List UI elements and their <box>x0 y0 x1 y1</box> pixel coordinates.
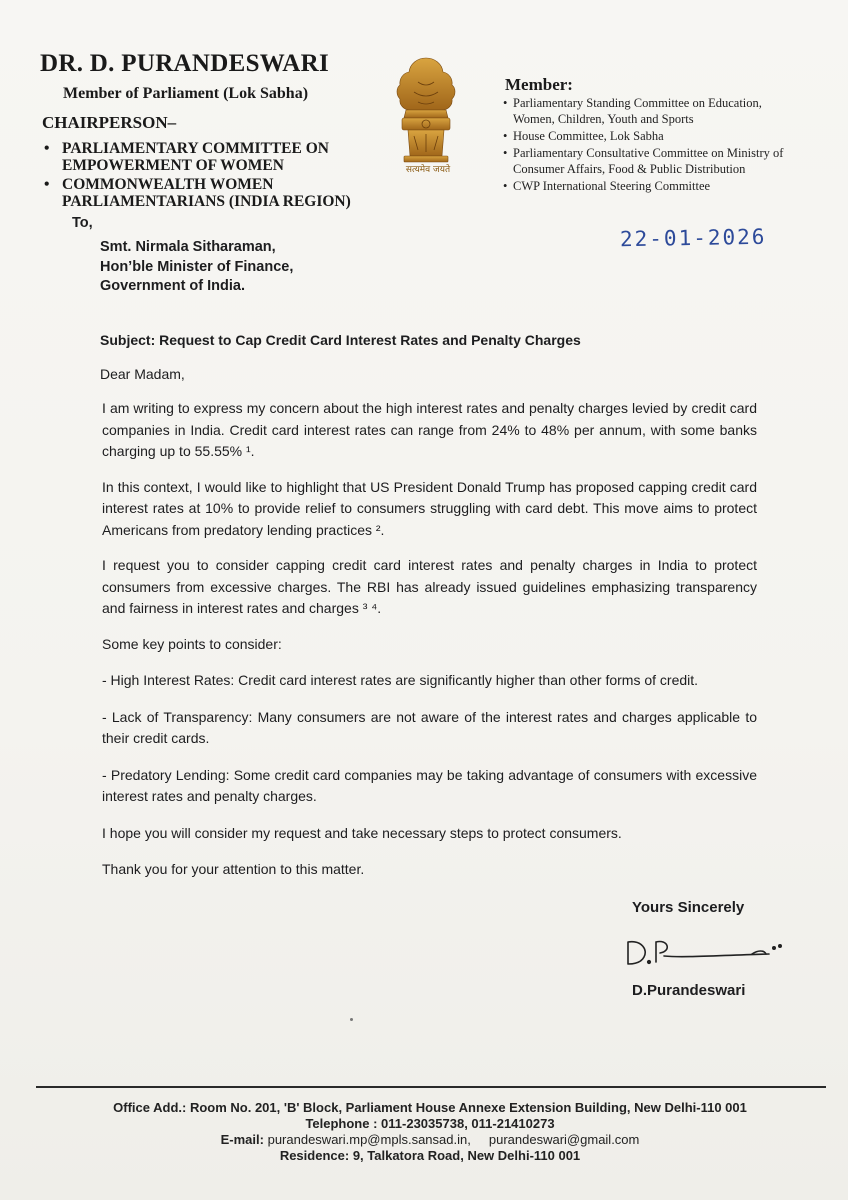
handwritten-date: 22-01-2026 <box>619 224 767 252</box>
email-official[interactable]: purandeswari.mp@mpls.sansad.in, <box>267 1132 471 1147</box>
key-point: - Predatory Lending: Some credit card companies may be taking advantage of consumers with excessive interest rates and penalty charges. <box>102 766 757 804</box>
key-point: - High Interest Rates: Credit card interest rates are significantly higher than other forms of credit. <box>102 672 699 688</box>
letterhead-name: DR. D. PURANDESWARI <box>40 50 330 77</box>
addressee-block <box>100 238 293 297</box>
addressee-line: Hon’ble Minister of Finance, <box>100 258 294 275</box>
addressee-line: Government of India. <box>100 278 246 294</box>
email-personal[interactable]: purandeswari@gmail.com <box>488 1132 640 1147</box>
addressee-line: Smt. Nirmala Sitharaman, <box>100 239 276 255</box>
telephone-label: Telephone : <box>305 1116 378 1131</box>
letter-body <box>102 398 757 895</box>
telephone-numbers: 011-23035738, 011-21410273 <box>381 1116 555 1131</box>
office-address: Room No. 201, 'B' Block, Parliament House Annexe Extension Building, New Delhi-110 001 <box>189 1100 747 1115</box>
signature-icon <box>622 932 792 972</box>
chairperson-label: CHAIRPERSON– <box>42 113 177 132</box>
member-list <box>503 95 803 195</box>
residence-label: Residence: <box>279 1148 350 1163</box>
paper-speck <box>350 1018 353 1021</box>
addressee-to: To, <box>72 215 93 231</box>
salutation: Dear Madam, <box>100 366 185 382</box>
member-item: • CWP International Steering Committee <box>503 178 803 194</box>
member-item: • Parliamentary Standing Committee on Education, Women, Children, Youth and Sports <box>503 95 803 127</box>
chair-item: • PARLIAMENTARY COMMITTEE ON EMPOWERMENT OF WOMEN <box>42 140 382 174</box>
chair-item: • COMMONWEALTH WOMEN PARLIAMENTARIANS (INDIA REGION) <box>42 176 382 210</box>
body-paragraph: Some key points to consider: <box>102 635 282 652</box>
body-paragraph: Thank you for your attention to this matter. <box>102 861 365 877</box>
office-label: Office Add.: <box>113 1100 187 1115</box>
footer-divider <box>36 1086 826 1088</box>
footer-telephone <box>40 1116 820 1132</box>
member-label: Member: <box>505 75 573 94</box>
chairperson-list <box>42 140 382 212</box>
letter-footer <box>40 1100 820 1164</box>
footer-residence <box>40 1148 820 1164</box>
letter-subject: Subject: Request to Cap Credit Card Interest Rates and Penalty Charges <box>100 332 581 348</box>
key-point: - Lack of Transparency: Many consumers are not aware of the interest rates and charges applicable to their credit cards. <box>102 708 757 746</box>
member-item: • Parliamentary Consultative Committee on Ministry of Consumer Affairs, Food & Public Distribution <box>503 145 803 177</box>
body-paragraph: In this context, I would like to highlight that US President Donald Trump has proposed capping credit card interest rates at 10% to provide relief to consumers struggling with card debt. This move aims to protect Americans from predatory lending practices ². <box>102 478 757 538</box>
body-paragraph: I hope you will consider my request and take necessary steps to protect consumers. <box>102 824 622 841</box>
member-item: • House Committee, Lok Sabha <box>503 128 803 144</box>
signer-name: D.Purandeswari <box>632 982 746 999</box>
emblem-motto: सत्यमेव जयते <box>405 165 451 175</box>
letterhead-role: Member of Parliament (Lok Sabha) <box>63 85 309 102</box>
residence-address: 9, Talkatora Road, New Delhi-110 001 <box>352 1148 581 1163</box>
closing: Yours Sincerely <box>632 899 745 916</box>
footer-office <box>40 1100 820 1116</box>
footer-email <box>40 1132 820 1148</box>
email-label: E-mail: <box>220 1132 264 1147</box>
body-paragraph: I am writing to express my concern about the high interest rates and penalty charges levied by credit card companies in India. Credit card interest rates can range from 24% to 48% per annum, with some banks charging up to 55.55% ¹. <box>102 400 757 459</box>
body-paragraph: I request you to consider capping credit card interest rates and penalty charges in India to protect consumers from excessive charges. The RBI has already issued guidelines emphasizing transparency and fairness in interest rates and charges ³ ⁴. <box>102 557 757 616</box>
